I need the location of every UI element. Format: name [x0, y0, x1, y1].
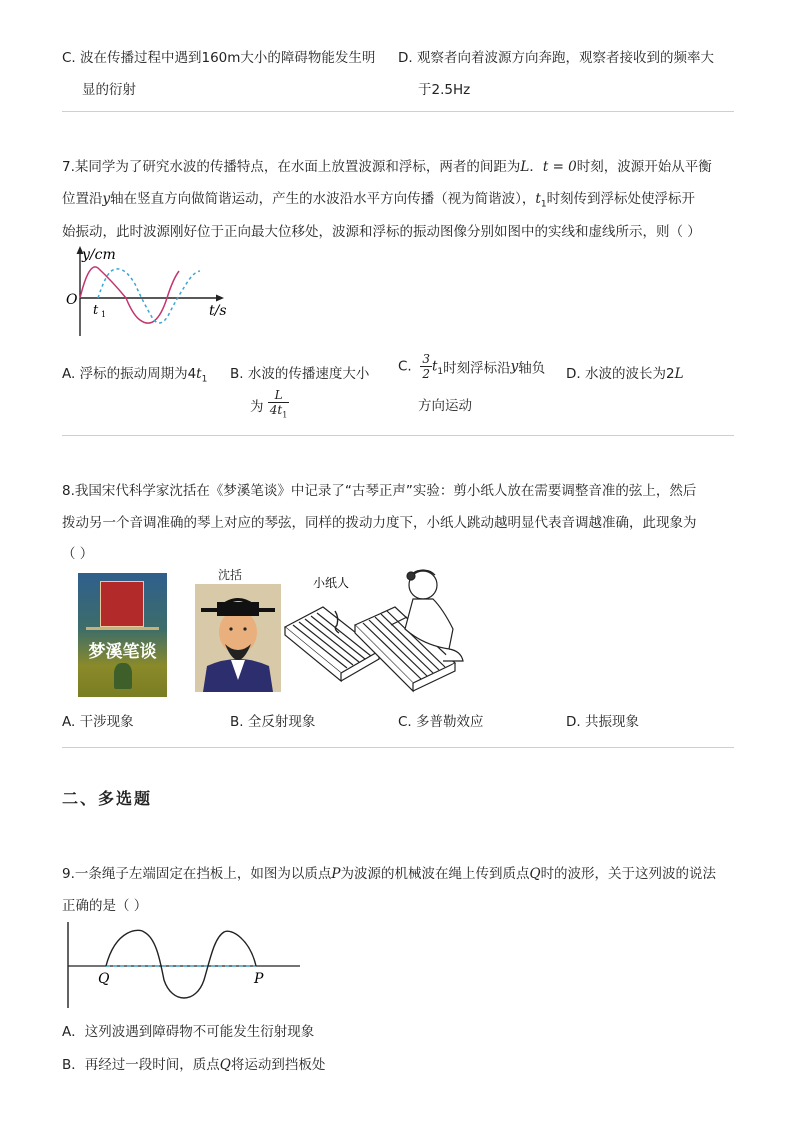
q6-option-d-line2[interactable]: 于2.5Hz: [418, 82, 471, 98]
divider: [62, 435, 734, 436]
q9-stem-line2: 正确的是（ ）: [62, 898, 148, 914]
shen-kuo-portrait-image: [195, 584, 281, 692]
divider: [62, 111, 734, 112]
q6-option-d-line1[interactable]: D. 观察者向着波源方向奔跑，观察者接收到的频率大: [398, 50, 714, 66]
book-cover-image: [78, 573, 167, 697]
guqin-experiment-image: [283, 565, 468, 697]
waveform: [106, 930, 256, 998]
q8-option-b[interactable]: B. 全反射现象: [230, 714, 316, 730]
q7-stem-line3: 始振动，此时波源刚好位于正向最大位移处，波源和浮标的振动图像分别如图中的实线和虚线所示，则（ ）: [62, 224, 701, 240]
y-axis-label: y/cm: [82, 247, 116, 263]
q8-stem-line1: 8.我国宋代科学家沈括在《梦溪笔谈》中记录了“古琴正声”实验：剪小纸人放在需要调整音准的弦上，然后: [62, 483, 697, 499]
q7-option-c-line2[interactable]: 方向运动: [418, 398, 472, 414]
q7-option-b-fraction: $\frac{L}{4t_1}$: [269, 388, 288, 420]
q7-option-a[interactable]: A. 浮标的振动周期为$4t_1$: [62, 366, 208, 385]
q9-stem-line1: 9.一条绳子左端固定在挡板上，如图为以质点P为波源的机械波在绳上传到质点Q时的波形，关于这列波的说法: [62, 866, 717, 882]
q7-stem-line1: 7.某同学为了研究水波的传播特点，在水面上放置波源和浮标，两者的间距为L．t = 0时刻，波源开始从平衡: [62, 159, 712, 175]
q7-vibration-graph: [60, 244, 240, 342]
section-title: 二、多选题: [62, 789, 153, 808]
point-p-label: P: [254, 971, 264, 987]
q8-stem-line2: 拨动另一个音调准确的琴上对应的琴弦，同样的拨动力度下，小纸人跳动越明显代表音调越准确，此现象为: [62, 515, 697, 531]
divider: [62, 747, 734, 748]
seal-icon: [100, 581, 144, 627]
point-q-label: Q: [98, 971, 110, 987]
book-title: 梦溪笔谈: [88, 642, 157, 662]
q9-option-a[interactable]: A．这列波遇到障碍物不可能发生衍射现象: [62, 1024, 315, 1040]
svg-text:1: 1: [101, 310, 107, 319]
q7-option-b-line1[interactable]: B. 水波的传播速度大小: [230, 366, 370, 382]
t1-label: t: [93, 303, 99, 318]
q8-option-a[interactable]: A. 干涉现象: [62, 714, 134, 730]
q8-stem-line3: （ ）: [62, 546, 94, 562]
q7-option-b-line2[interactable]: 为 $\frac{L}{4t_1}$: [250, 388, 289, 422]
q8-option-c[interactable]: C. 多普勒效应: [398, 714, 484, 730]
q9-option-b[interactable]: B．再经过一段时间，质点Q将运动到挡板处: [62, 1057, 326, 1073]
q7-option-c-fraction: $\frac{3}{2}$: [422, 352, 430, 381]
q9-wave-graph: [60, 920, 306, 1010]
q7-stem-line2: 位置沿y轴在竖直方向做简谐运动，产生的水波沿水平方向传播（视为简谐波），$t_1$时刻传到浮标处使浮标开: [62, 191, 696, 210]
portrait-caption: 沈括: [218, 568, 243, 582]
origin-label: O: [66, 292, 78, 308]
x-axis-arrow: [216, 295, 224, 302]
buoy-dashed-wave: [98, 269, 200, 323]
q6-option-c-line2[interactable]: 显的衍射: [82, 82, 136, 98]
q7-option-c-line1[interactable]: C. $\frac{3}{2}$ $t_1$时刻浮标沿y轴负: [398, 352, 546, 381]
q8-option-d[interactable]: D. 共振现象: [566, 714, 639, 730]
x-axis-label: t/s: [209, 303, 227, 319]
paper-man-caption: 小纸人: [313, 576, 350, 590]
figure-icon: [114, 663, 132, 689]
q6-option-c-line1[interactable]: C. 波在传播过程中遇到160m大小的障碍物能发生明: [62, 50, 376, 66]
q7-option-d[interactable]: D. 水波的波长为2L: [566, 366, 684, 382]
